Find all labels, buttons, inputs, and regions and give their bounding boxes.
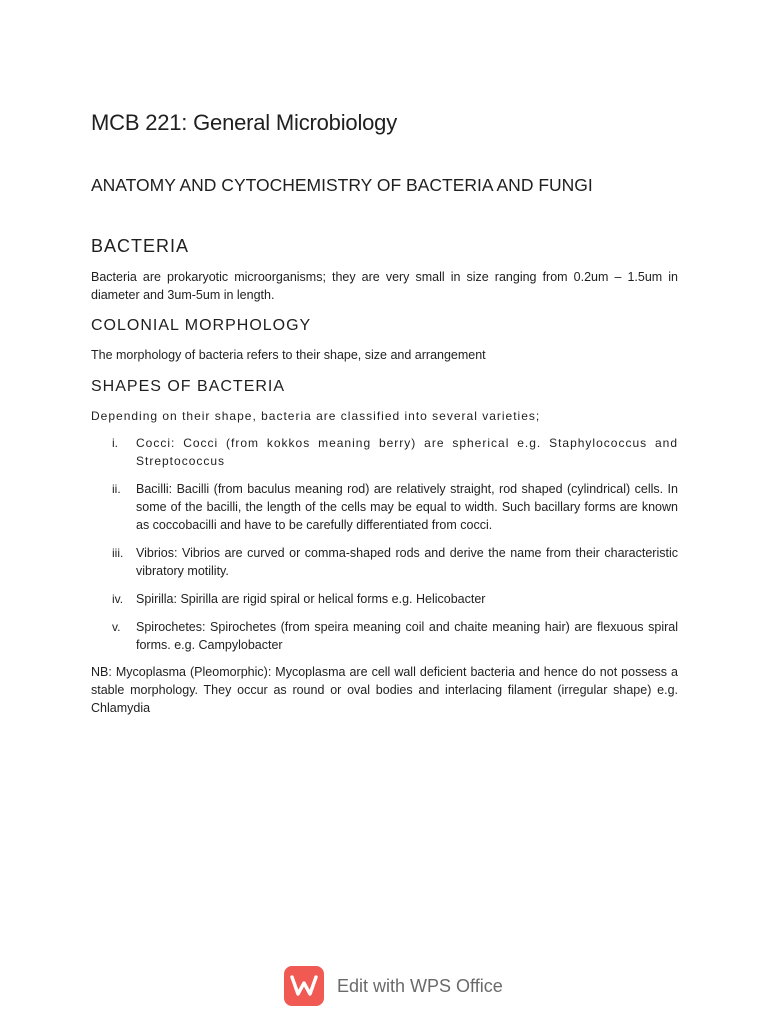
colonial-morphology-heading: COLONIAL MORPHOLOGY xyxy=(91,317,312,334)
section-heading: ANATOMY AND CYTOCHEMISTRY OF BACTERIA AND FUNGI xyxy=(91,175,593,195)
shapes-list xyxy=(91,434,678,664)
document-title: MCB 221: General Microbiology xyxy=(91,110,398,135)
list-item-number: iv. xyxy=(112,592,124,606)
list-item xyxy=(91,590,678,608)
list-item-number: ii. xyxy=(112,482,121,496)
bacteria-paragraph: Bacteria are prokaryotic microorganisms; they are very small in size ranging from 0.2um – 1.5um in diameter and 3um-5um in length. xyxy=(91,270,678,302)
list-item-number: i. xyxy=(112,436,118,450)
wps-office-logo-icon xyxy=(284,966,324,1006)
list-item-text: Spirochetes: Spirochetes (from speira meaning coil and chaite meaning hair) are flexuous spiral forms. e.g. Campylobacter xyxy=(136,620,678,652)
list-item-number: iii. xyxy=(112,546,124,560)
list-item-text: Vibrios: Vibrios are curved or comma-shaped rods and derive the name from their characteristic vibratory motility. xyxy=(136,546,678,578)
colonial-morphology-paragraph: The morphology of bacteria refers to their shape, size and arrangement xyxy=(91,348,486,362)
list-item-number: v. xyxy=(112,620,121,634)
list-item-text: Spirilla: Spirilla are rigid spiral or helical forms e.g. Helicobacter xyxy=(136,592,486,606)
list-item xyxy=(91,544,678,580)
list-item xyxy=(91,618,678,654)
list-item-text: Bacilli: Bacilli (from baculus meaning rod) are relatively straight, rod shaped (cylindrical) cells. In some of the bacilli, the length of the cells may be equal to width. Such bacillary forms are known as coccobacilli and have to be carefully differentiated from cocci. xyxy=(136,482,678,532)
shapes-intro: Depending on their shape, bacteria are classified into several varieties; xyxy=(91,409,541,423)
edit-with-wps-label: Edit with WPS Office xyxy=(337,975,503,996)
edit-with-wps-button[interactable] xyxy=(284,965,503,1007)
list-item xyxy=(91,480,678,534)
mycoplasma-note: NB: Mycoplasma (Pleomorphic): Mycoplasma are cell wall deficient bacteria and hence do not possess a stable morphology. They occur as round or oval bodies and interlacing filament (irregular shape) e.g. Chlamydia xyxy=(91,665,678,715)
list-item xyxy=(91,434,678,470)
list-item-text: Cocci: Cocci (from kokkos meaning berry) are spherical e.g. Staphylococcus and Streptococcus xyxy=(136,436,678,468)
shapes-heading: SHAPES OF BACTERIA xyxy=(91,378,286,395)
bacteria-heading: BACTERIA xyxy=(91,236,190,256)
